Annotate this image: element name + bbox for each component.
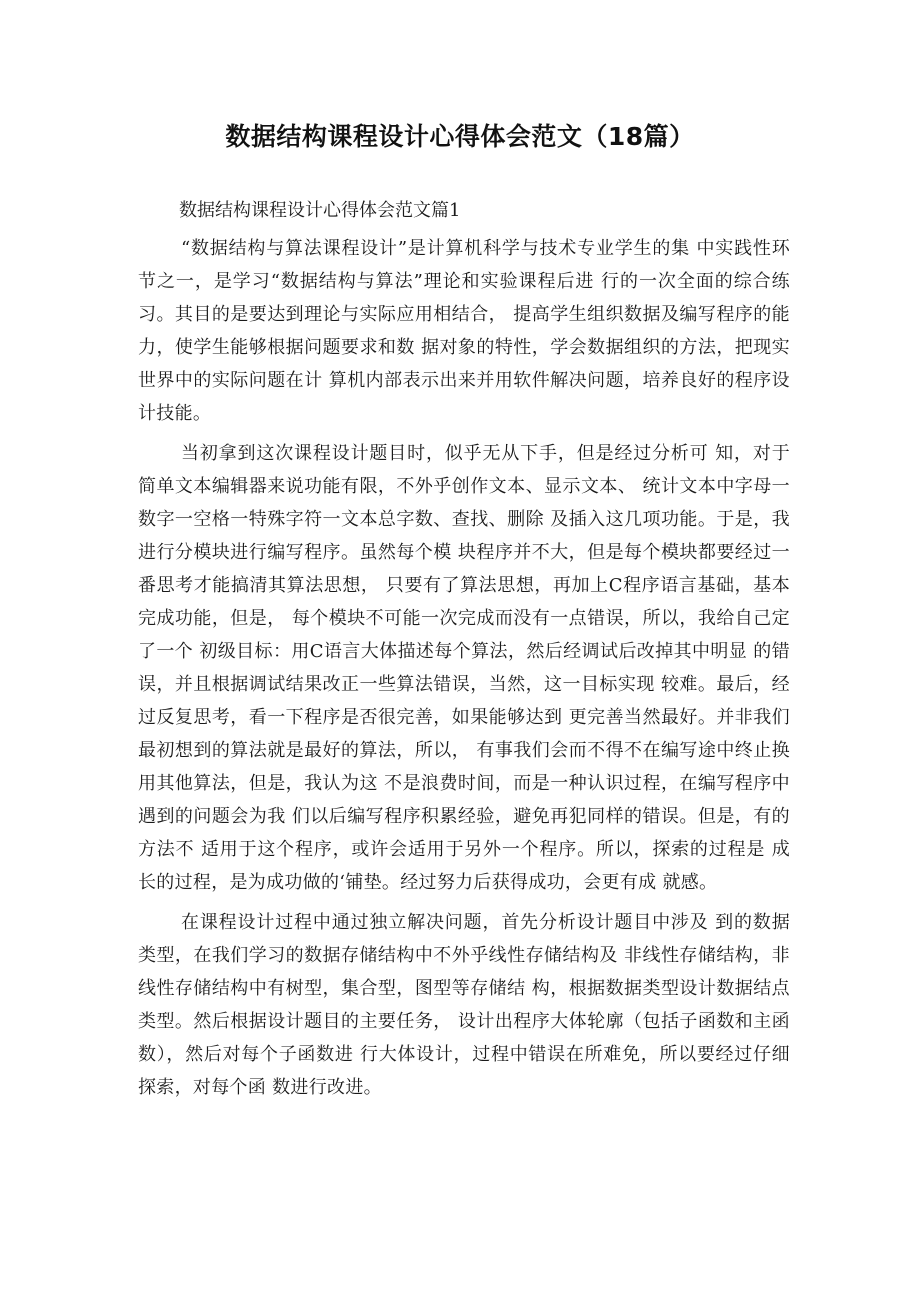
paragraph: “数据结构与算法课程设计”是计算机科学与技术专业学生的集 中实践性环节之一，是学习“数据结构与算法”理论和实验课程后进 行的一次全面的综合练习。其目的是要达到理论与实际应用相结合， 提高学生组织数据及编写程序的能力，使学生能够根据问题要求和数 据对象的特性，学会数据组织的方法，把现实世界中的实际问题在计 算机内部表示出来并用软件解决问题，培养良好的程序设计技能。 — [138, 238, 790, 424]
section-heading: 数据结构课程设计心得体会范文篇1 — [179, 200, 461, 221]
paragraph: 在课程设计过程中通过独立解决问题，首先分析设计题目中涉及 到的数据类型，在我们学习的数据存储结构中不外乎线性存储结构及 非线性存储结构，非线性存储结构中有树型，集合型，图型等存储结 构，根据数据类型设计数据结点类型。然后根据设计题目的主要任务， 设计出程序大体轮廓（包括子函数和主函数），然后对每个子函数进 行大体设计，过程中错误在所难免，所以要经过仔细探索，对每个函 数进行改进。 — [138, 912, 790, 1098]
document-title: 数据结构课程设计心得体会范文（18篇） — [225, 122, 695, 151]
document-body — [138, 194, 790, 1111]
paragraph: 当初拿到这次课程设计题目时，似乎无从下手，但是经过分析可 知，对于简单文本编辑器来说功能有限，不外乎创作文本、显示文本、 统计文本中字母一数字一空格一特殊字符一文本总字数、查找、删除 及插入这几项功能。于是，我进行分模块进行编写程序。虽然每个模 块程序并不大，但是每个模块都要经过一番思考才能搞清其算法思想， 只要有了算法思想，再加上C程序语言基础，基本完成功能，但是， 每个模块不可能一次完成而没有一点错误，所以，我给自己定了一个 初级目标：用C语言大体描述每个算法，然后经调试后改掉其中明显 的错误，并且根据调试结果改正一些算法错误，当然，这一目标实现 较难。最后，经过反复思考，看一下程序是否很完善，如果能够达到 更完善当然最好。并非我们最初想到的算法就是最好的算法，所以， 有事我们会而不得不在编写途中终止换用其他算法，但是，我认为这 不是浪费时间，而是一种认识过程，在编写程序中遇到的问题会为我 们以后编写程序积累经验，避免再犯同样的错误。但是，有的方法不 适用于这个程序，或许会适用于另外一个程序。所以，探索的过程是 成长的过程，是为成功做的‘铺垫。经过努力后获得成功，会更有成 就感。 — [138, 443, 790, 893]
